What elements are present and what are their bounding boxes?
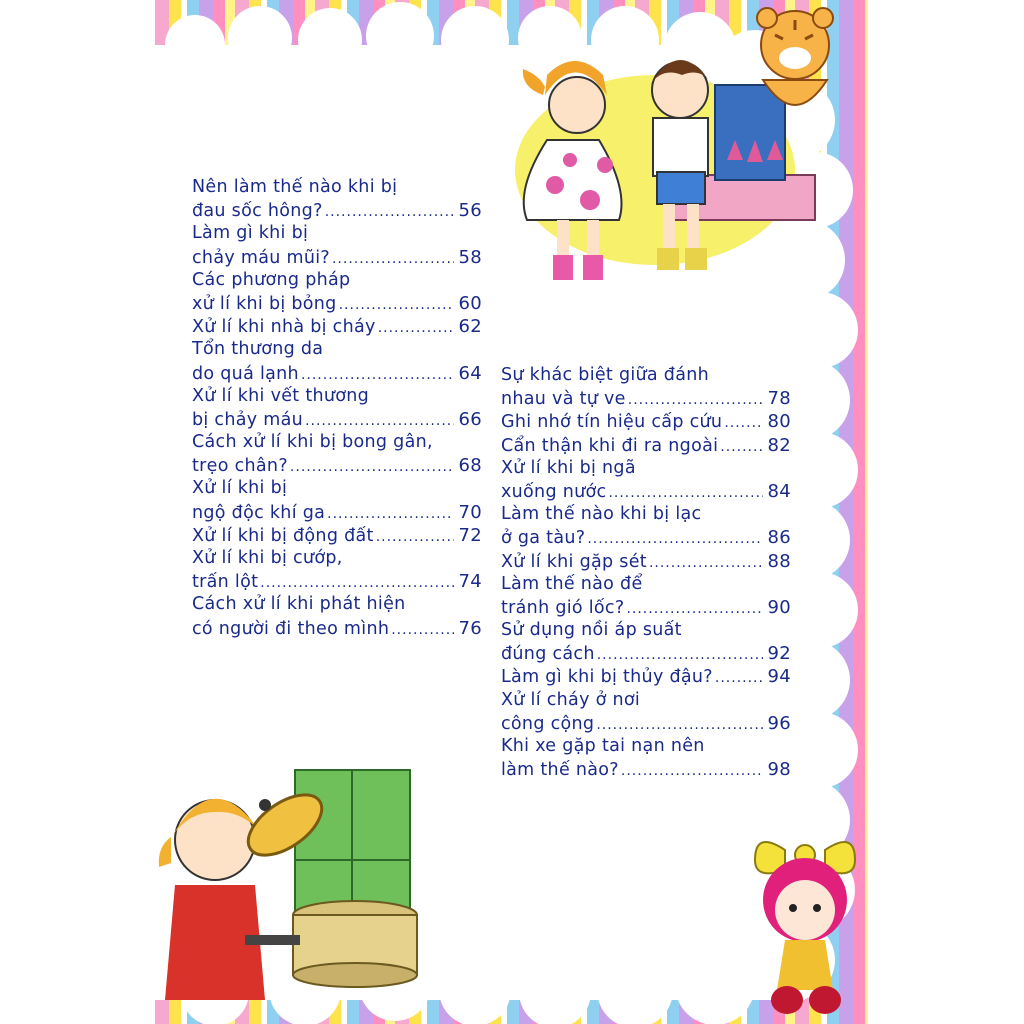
toc-entry-row [192, 408, 482, 431]
toc-entry-row [501, 434, 791, 457]
toc-entry-title-line: Xử lí khi vết thương [192, 385, 370, 406]
toc-entry-title: xử lí khi bị bỏng [192, 293, 337, 314]
toc-page-number: 80 [767, 411, 791, 433]
toc-entry-row [501, 712, 791, 735]
toc-entry-title-line: Cách xử lí khi bị bong gân, [192, 432, 433, 453]
toc-entry[interactable] [501, 457, 791, 503]
dot-leader [332, 248, 455, 271]
toc-entry-title-line: Làm thế nào khi bị lạc [501, 504, 702, 525]
toc-entry[interactable] [192, 222, 482, 268]
toc-entry-title: Làm gì khi bị thủy đậu? [501, 667, 713, 688]
cooking-girl-illustration [155, 765, 435, 1000]
toc-entry-title-line: Xử lí khi bị ngã [501, 457, 636, 478]
toc-entry-row [192, 524, 482, 547]
toc-entry[interactable] [501, 665, 791, 688]
toc-page-number: 96 [767, 712, 791, 734]
toc-entry-row [192, 362, 482, 385]
toc-entry-title: do quá lạnh [192, 363, 299, 384]
toc-page-number: 90 [767, 596, 791, 618]
toc-entry[interactable] [192, 385, 482, 431]
dot-leader [378, 317, 455, 340]
toc-page-number: 56 [458, 200, 482, 222]
dot-leader [626, 598, 763, 621]
toc-page-number: 72 [458, 524, 482, 546]
toc-page-number: 68 [458, 455, 482, 477]
toc-left-column [192, 176, 482, 640]
toc-entry-row [501, 642, 791, 665]
toc-entry-title-line: Xử lí khi bị [192, 478, 288, 499]
toc-entry[interactable] [501, 573, 791, 619]
dot-leader [339, 294, 455, 317]
toc-entry-row [192, 501, 482, 524]
toc-entry-title: đau sốc hông? [192, 201, 323, 222]
girl-cook-figure [159, 799, 265, 1000]
dot-leader [608, 482, 763, 505]
toc-entry-title-line: Làm thế nào để [501, 573, 643, 594]
dot-leader [391, 619, 454, 642]
toc-entry-title: Xử lí khi gặp sét [501, 551, 647, 572]
toc-page-number: 64 [458, 362, 482, 384]
toc-entry-row [501, 596, 791, 619]
toc-page-number: 94 [767, 666, 791, 688]
dot-leader [305, 410, 454, 433]
dot-leader [649, 552, 764, 575]
toc-page-number: 98 [767, 759, 791, 781]
toc-entry-row [192, 454, 482, 477]
toc-page-number: 70 [458, 501, 482, 523]
toc-page-number: 78 [767, 388, 791, 410]
toc-entry-title: xuống nước [501, 481, 607, 502]
toc-entry[interactable] [501, 410, 791, 433]
toc-entry-row [501, 410, 791, 433]
toc-entry-title: trấn lột [192, 572, 259, 593]
toc-entry[interactable] [192, 269, 482, 315]
toc-page-number: 82 [767, 434, 791, 456]
toc-entry-title: Xử lí khi bị động đất [192, 525, 374, 546]
toc-entry-row [192, 199, 482, 222]
children-illustration [495, 0, 868, 300]
toc-entry-title: đúng cách [501, 644, 595, 665]
dot-leader [301, 364, 455, 387]
toc-entry[interactable] [192, 431, 482, 477]
toc-page-number: 88 [767, 550, 791, 572]
toc-entry[interactable] [501, 364, 791, 410]
dot-leader [724, 412, 763, 435]
toc-page-number: 92 [767, 643, 791, 665]
toc-entry-row [192, 617, 482, 640]
dot-leader [260, 572, 454, 595]
toc-entry[interactable] [501, 619, 791, 665]
toc-entry-title-line: Làm gì khi bị [192, 223, 309, 244]
toc-entry-title: trẹo chân? [192, 456, 288, 477]
toc-entry-title-line: Khi xe gặp tai nạn nên [501, 736, 705, 756]
toc-entry-title: công cộng [501, 713, 595, 734]
dot-leader [325, 201, 455, 224]
pressure-cooker [245, 901, 417, 987]
toc-entry-row [501, 387, 791, 410]
toc-entry[interactable] [192, 524, 482, 547]
toc-entry-title-line: Tổn thương da [192, 339, 324, 360]
toc-entry[interactable] [192, 547, 482, 593]
toc-entry-title-line: Sử dụng nồi áp suất [501, 620, 682, 641]
toc-entry[interactable] [192, 176, 482, 222]
book-page [155, 0, 868, 1024]
toc-entry[interactable] [501, 503, 791, 549]
toc-entry-row [192, 570, 482, 593]
toc-entry-title: nhau và tự ve [501, 389, 626, 410]
toc-entry[interactable] [192, 315, 482, 338]
toc-page-number: 62 [458, 316, 482, 338]
toc-entry-title: có người đi theo mình [192, 618, 390, 639]
toc-entry-row [192, 315, 482, 338]
toc-page-number: 60 [458, 292, 482, 314]
toc-entry-row [192, 292, 482, 315]
toc-entry[interactable] [501, 434, 791, 457]
toc-page-number: 76 [458, 617, 482, 639]
toc-entry[interactable] [501, 550, 791, 573]
toc-entry-title-line: Các phương pháp [192, 269, 351, 290]
toc-page-number: 74 [458, 571, 482, 593]
dot-leader [597, 644, 764, 667]
dot-leader [376, 526, 455, 549]
dot-leader [621, 760, 764, 783]
toc-page-number: 84 [767, 480, 791, 502]
toc-entry-title-line: Cách xử lí khi phát hiện [192, 594, 406, 615]
toc-entry-title: Xử lí khi nhà bị cháy [192, 317, 376, 338]
toc-entry[interactable] [192, 593, 482, 639]
dot-leader [587, 528, 763, 551]
toc-entry[interactable] [501, 689, 791, 735]
toc-entry-title: tránh gió lốc? [501, 597, 625, 618]
toc-entry-title-line: Sự khác biệt giữa đánh [501, 365, 710, 385]
toc-entry-title: Ghi nhớ tín hiệu cấp cứu [501, 412, 723, 433]
toc-entry-row [501, 665, 791, 688]
toc-entry-row [501, 758, 791, 781]
toc-page-number: 86 [767, 527, 791, 549]
toc-entry[interactable] [192, 477, 482, 523]
toc-entry-row [501, 550, 791, 573]
toc-entry-title-line: Xử lí khi bị cướp, [192, 548, 343, 568]
dot-leader [327, 503, 454, 526]
toc-entry-title: làm thế nào? [501, 760, 619, 781]
toc-page-number: 58 [458, 246, 482, 268]
toc-entry-title: chảy máu mũi? [192, 247, 330, 268]
toc-right-column [501, 364, 791, 781]
toc-entry-row [192, 246, 482, 269]
dot-leader [290, 456, 455, 479]
toc-entry-title-line: Xử lí cháy ở nơi [501, 689, 641, 710]
toc-entry-title: ở ga tàu? [501, 528, 586, 549]
toc-entry-title: ngộ độc khí ga [192, 502, 326, 523]
toc-entry-row [501, 480, 791, 503]
toc-entry[interactable] [192, 338, 482, 384]
toc-entry-title: Cẩn thận khi đi ra ngoài [501, 435, 719, 456]
dot-leader [628, 389, 764, 412]
toc-entry-row [501, 526, 791, 549]
toc-page-number: 66 [458, 408, 482, 430]
dot-leader [596, 714, 763, 737]
toc-entry-title-line: Nên làm thế nào khi bị [192, 177, 398, 197]
toc-entry[interactable] [501, 735, 791, 781]
dot-leader [720, 436, 763, 459]
dot-leader [715, 667, 764, 690]
toc-entry-title: bị chảy máu [192, 409, 304, 430]
doll-illustration [745, 830, 868, 1024]
